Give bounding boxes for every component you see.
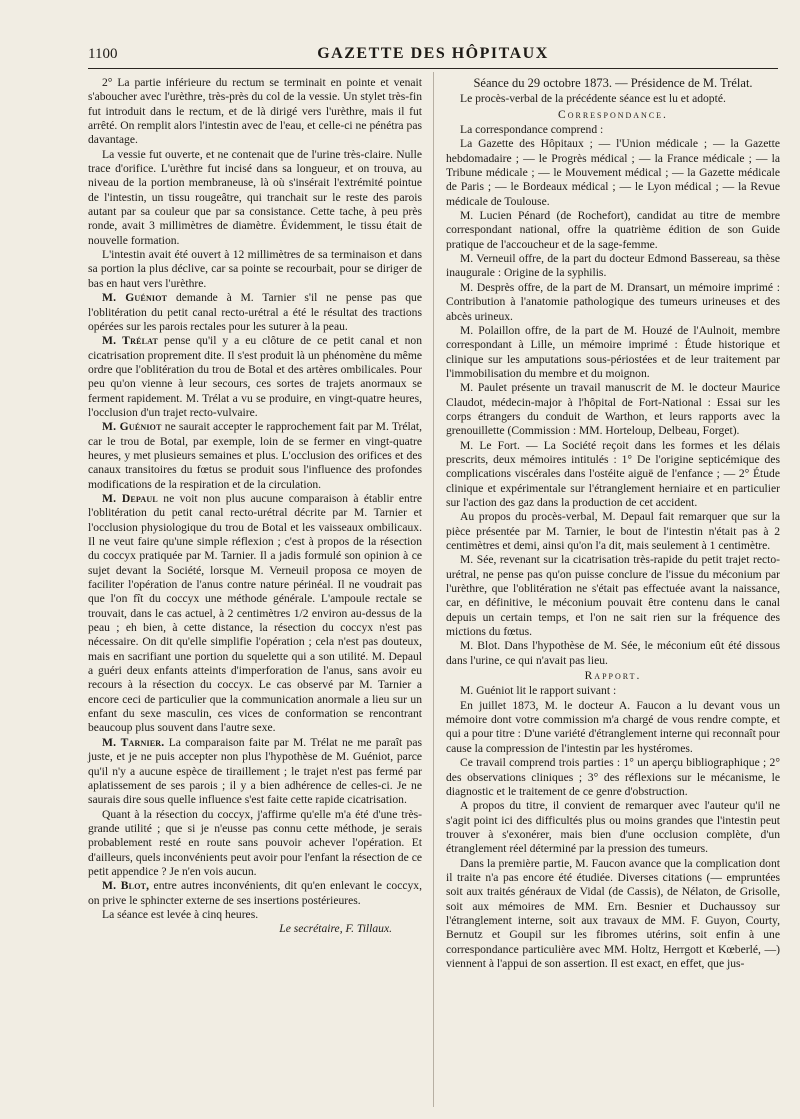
paragraph: La vessie fut ouverte, et ne contenait que de l'urine très-claire. Nulle trace d'orifice. L'urèthre fut incisé dans sa longueur, et on trouva, au niveau de la portion membraneuse, là où s'insérait l'extrémité pointue de l'intestin, un tissu rougeâtre, qui tranchait sur le reste des parois autant par sa couleur que par sa consistance. Cette tache, à peu près ronde, avait 3 millimètres de diamètre. Évidemment, le tissu était de nouvelle formation. xyxy=(88,147,422,247)
paragraph: En juillet 1873, M. le docteur A. Faucon a lu devant vous un mémoire dont votre commission m'a chargé de vous rendre compte, et qui a pour titre : D'une variété d'étranglement interne qui reconnaît pour cause la compression de l'intestin par les hystéromes. xyxy=(446,698,780,755)
secretary-signature: Le secrétaire, F. Tillaux. xyxy=(279,922,392,936)
paragraph: A propos du titre, il convient de remarquer avec l'auteur qu'il ne s'agit point ici des difficultés plus ou moins grandes que l'intestin peut trouver à s'exonérer, mais bien d'une occlusion complète, d'un étranglement réel déterminé par la pression des tumeurs. xyxy=(446,799,780,856)
paragraph: La correspondance comprend : xyxy=(460,123,604,137)
session-title: Séance du 29 octobre 1873. — Présidence de M. Trélat. xyxy=(473,76,753,90)
speech-text: entre autres inconvénients, dit qu'en enlevant le coccyx, on prive le sphincter externe de ses insertions postérieures. xyxy=(88,879,422,907)
paragraph: 2° La partie inférieure du rectum se terminait en pointe et venait s'aboucher avec l'urèthre, très-près du col de la vessie. Un stylet très-fin fut introduit dans le rectum, et de là dirigé vers l'urèthre, mais il fut arrêté. On remplit alors l'intestin avec de l'eau, et celle-ci ne pénétra pas davantage. xyxy=(88,76,422,147)
column-divider xyxy=(433,72,434,1107)
paragraph: M. Le Fort. — La Société reçoit dans les formes et les délais prescrits, deux mémoires intitulés : 1° De l'origine septicémique des complications viscérales dans l'ostéite aiguë de l'enfance ; — 2° Étude clinique et expérimentale sur l'étranglement herniaire et en particulier sur l'action des gaz dans la production de cet accident. xyxy=(446,438,780,509)
speaker-name: M. Guéniot xyxy=(102,291,168,305)
page-number: 1100 xyxy=(88,46,118,62)
journal-title: GAZETTE DES HÔPITAUX xyxy=(317,45,549,62)
speech-text: demande à M. Tarnier s'il ne pense pas que l'oblitération du petit canal recto-urétral a été le résultat des tractions opérées sur les parois rectales pour les suturer à la peau. xyxy=(88,291,422,333)
paragraph: M. Desprès offre, de la part de M. Dransart, un mémoire imprimé : Contribution à l'anatomie pathologique des tumeurs urineuses et des abcès urineux. xyxy=(446,280,780,323)
speaker-paragraph xyxy=(88,334,422,420)
closing-line: La séance est levée à cinq heures. xyxy=(102,907,259,921)
speaker-name: M. Tarnier. xyxy=(102,735,165,749)
speech-text: ne saurait accepter le rapprochement fait par M. Trélat, car le trou de Botal, par exemple, loin de se fermer en vingt-quatre heures, y met plusieurs semaines et plus. L'occlusion des orifices et des canaux transitoires du fœtus se produit sous l'influence des profondes modifications de la respiration et de la circulation. xyxy=(88,420,422,491)
paragraph: M. Polaillon offre, de la part de M. Houzé de l'Aulnoit, membre correspondant à Lille, un mémoire imprimé : Étude historique et clinique sur les amputations sous-périostées et de leur traitement par l'immobilisation du membre et du moignon. xyxy=(446,323,780,380)
paragraph: L'intestin avait été ouvert à 12 millimètres de sa terminaison et dans sa portion la plus déclive, car sa pointe se recourbait, pour se diriger de bas en haut vers l'urèthre. xyxy=(88,248,422,290)
paragraph: Ce travail comprend trois parties : 1° un aperçu bibliographique ; 2° des observations cliniques ; 3° des réflexions sur le mécanisme, le diagnostic et le traitement de ce genre d'obstruction. xyxy=(446,756,780,798)
speaker-paragraph xyxy=(88,879,422,908)
speaker-name: M. Trélat xyxy=(102,334,159,348)
speaker-name: M. Blot, xyxy=(102,879,150,893)
journal-list: La Gazette des Hôpitaux ; — l'Union médicale ; — la Gazette hebdomadaire ; — le Progrès médical ; — la France médicale ; — la Tribune médicale ; — le Mouvement médical ; — la Gazette médicale de Paris ; — le Bordeaux médical ; — le Lyon médical ; — la Revue médicale de Toulouse. xyxy=(446,137,780,208)
speaker-paragraph xyxy=(88,492,422,736)
speech-text: pense qu'il y a eu clôture de ce petit canal et non cicatrisation proprement dite. Il s'est produit là un phénomène du même ordre que l'oblitération du trou de Botal et des artères ombilicales. Pour peu qu'on vienne à leur secours, ces sortes de trajets anormaux se ferment rapidement. M. Trélat a vu se produire, en vingt-quatre heures, l'occlusion d'un trajet recto-vulvaire. xyxy=(88,334,422,419)
paragraph: Au propos du procès-verbal, M. Depaul fait remarquer que sur la pièce présentée par M. Tarnier, le bout de l'intestin n'était pas à 2 centimètres et demi, ainsi qu'on l'a dit, mais seulement à 1 centimètre. xyxy=(446,510,780,552)
section-heading-rapport: Rapport. xyxy=(584,670,642,683)
left-column xyxy=(88,76,422,937)
paragraph: M. Blot. Dans l'hypothèse de M. Sée, le méconium eût été dissous dans l'urine, ce qui n'avait pas lieu. xyxy=(446,639,780,667)
speech-text: La comparaison faite par M. Trélat ne me paraît pas juste, et je ne puis accepter non plus l'hypothèse de M. Guéniot, parce qu'il n'y a aucune espèce de tiraillement ; le trajet n'est pas fermé par aplatissement de ses parois ; il y a bien adhérence de celles-ci. Je ne saurais dire sous quelle influence s'est faite cette rapide cicatrisation. xyxy=(88,735,422,807)
speech-text: ne voit non plus aucune comparaison à établir entre l'oblitération du petit canal recto-urétral décrite par M. Tarnier et l'occlusion physiologique du trou de Botal et les vaisseaux ombilicaux. Il ne veut faire qu'une simple réflexion ; c'est à propos de la résection du coccyx pratiquée par M. Tarnier. Il a jadis formulé son opinion à ce sujet devant la Société, lorsque M. Verneuil proposa ce moyen de faciliter l'opération de l'anus contre nature périnéal. Il ne voudrait pas que l'on fît du coccyx une méthode générale. L'ampoule rectale se trouvait, dans le cas actuel, à 2 centimètres 1/2 environ au-dessus de la peau ; eh bien, à cette distance, la résection du coccyx n'est pas nécessaire. On dit qu'elle simplifie l'opération ; cela n'est pas douteux, mais en sacrifiant une portion du squelette qui a son utilité. M. Depaul a guéri deux enfants atteints d'imperforation de l'anus, sans avoir eu recours à la résection du coccyx. Le cas observé par M. Tarnier a encore ceci de particulier que la communication anormale a lieu sur un enfant du sexe masculin, ces vices de conformation se rencontrant beaucoup plus souvent dans l'autre sexe. xyxy=(88,491,423,735)
speaker-name: M. Guéniot xyxy=(102,420,162,434)
speaker-name: M. Depaul xyxy=(102,491,158,505)
page-header xyxy=(88,44,778,69)
paragraph: M. Lucien Pénard (de Rochefort), candidat au titre de membre correspondant national, offre la quatrième édition de son Guide pratique de l'accoucheur et de la sage-femme. xyxy=(446,209,780,251)
paragraph: M. Sée, revenant sur la cicatrisation très-rapide du petit trajet recto-urétral, ne pense pas qu'on puisse conclure de l'issue du méconium par l'urèthre, que l'oblitération ne s'était pas effectuée avant la naissance, car, en définitive, le méconium pouvait être contenu dans le canal depuis un certain temps, et l'on ne sait rien sur la fréquence des mictions du fœtus. xyxy=(446,553,780,639)
paragraph: M. Guéniot lit le rapport suivant : xyxy=(460,684,617,698)
minutes-note: Le procès-verbal de la précédente séance est lu et adopté. xyxy=(460,92,726,106)
speaker-paragraph xyxy=(88,420,422,492)
paragraph: M. Verneuil offre, de la part du docteur Edmond Bassereau, sa thèse inaugurale : Origine de la syphilis. xyxy=(446,252,780,280)
paragraph: M. Paulet présente un travail manuscrit de M. le docteur Maurice Claudot, médecin-major à l'hôpital de Fort-National : Essai sur les corps étrangers du conduit de Warthon, et leurs rapports avec la grenouillette (Commission : MM. Horteloup, Delbeau, Forget). xyxy=(446,381,780,438)
speaker-paragraph xyxy=(88,736,422,808)
paragraph: Quant à la résection du coccyx, j'affirme qu'elle m'a été d'une très-grande utilité ; que si je n'eusse pas connu cette méthode, je serais probablement resté en route sans pouvoir achever l'opération. Et d'ailleurs, quels inconvénients peut avoir pour l'enfant la résection de ce petit appendice ? Je n'en vois aucun. xyxy=(88,807,422,878)
section-heading-correspondence: Correspondance. xyxy=(558,108,668,121)
paragraph: Dans la première partie, M. Faucon avance que la complication dont il traite n'a pas encore été étudiée. Diverses citations (— empruntées soit aux traités généraux de Vidal (de Cassis), de Nélaton, de Grisolle, soit aux mémoires de MM. Ern. Besnier et Duchaussoy sur l'étranglement interne, soit aux travaux de MM. F. Guyon, Courty, Bernutz et Goupil sur les fibromes utérins, soit enfin à une correspondance particulière avec MM. Holtz, Herrgott et Kœberlé, —) viennent à l'appui de son assertion. Il est exact, en effet, que jus- xyxy=(446,856,780,970)
right-column xyxy=(446,76,780,971)
speaker-paragraph xyxy=(88,291,422,334)
